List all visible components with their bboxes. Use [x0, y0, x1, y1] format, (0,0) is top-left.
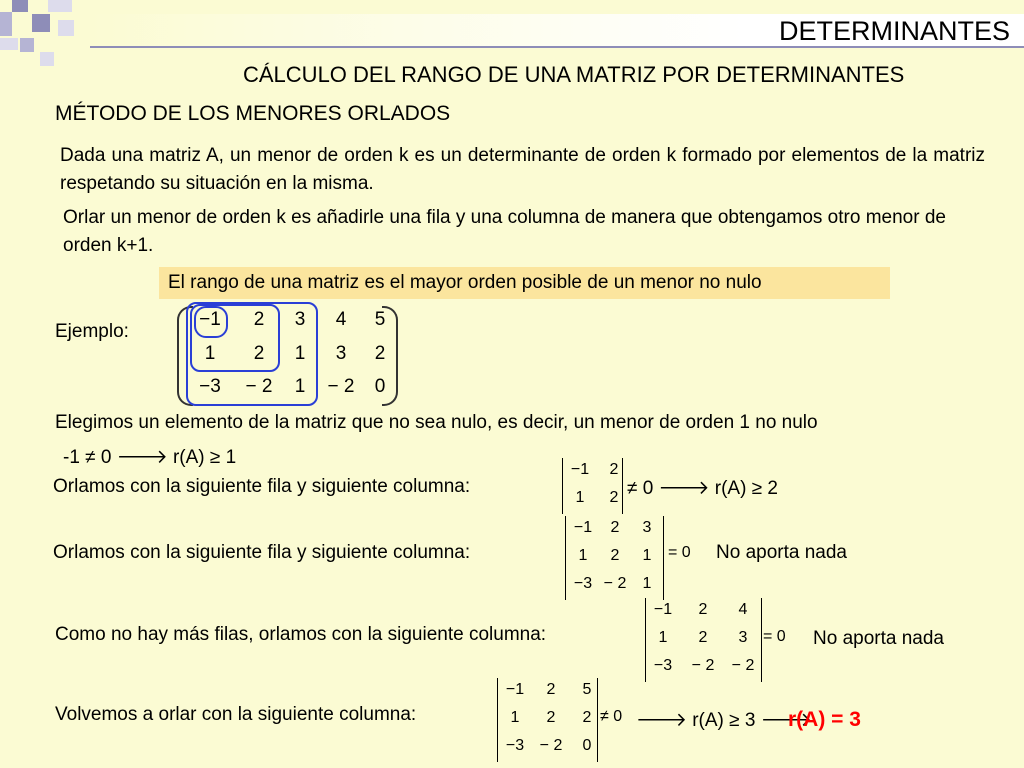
det-cell: −1 — [570, 461, 590, 478]
det-cell: 1 — [642, 575, 652, 592]
example-label: Ejemplo: — [55, 321, 129, 342]
rank-definition-text: El rango de una matriz es el mayor orden posible de un menor no nulo — [168, 272, 762, 293]
det2-result: ≠ 0 🡒 r(A) ≥ 2 — [627, 478, 778, 499]
det-cell: 0 — [582, 737, 592, 754]
det-cell: −1 — [653, 601, 673, 618]
det-cell: 2 — [609, 461, 619, 478]
matrix-cell: 3 — [294, 309, 306, 330]
deco-square — [0, 38, 18, 50]
det-left-bar — [562, 458, 563, 514]
det-right-bar — [663, 516, 664, 600]
matrix-cell: −3 — [199, 376, 221, 397]
det3a-result: = 0 — [668, 544, 691, 561]
det-cell: 2 — [698, 601, 708, 618]
det-cell: 1 — [510, 709, 520, 726]
matrix-cell: 1 — [204, 343, 216, 364]
matrix-cell: 5 — [374, 309, 386, 330]
deco-square — [32, 14, 50, 32]
det-cell: 2 — [698, 629, 708, 646]
det-left-bar — [645, 598, 646, 682]
det3b-result: = 0 — [763, 628, 786, 645]
det-cell: −3 — [505, 737, 525, 754]
det-cell: − 2 — [603, 575, 627, 592]
det-cell: − 2 — [691, 657, 715, 674]
det-cell: 3 — [738, 629, 748, 646]
no-more-rows-text: Como no hay más filas, orlamos con la siguiente columna: — [55, 624, 547, 645]
det-left-bar — [497, 678, 498, 762]
no-aporta-2: No aporta nada — [813, 628, 944, 649]
order3-minor-bracket — [186, 302, 318, 406]
deco-square — [20, 38, 34, 52]
det-cell: 4 — [738, 601, 748, 618]
det-cell: 1 — [642, 547, 652, 564]
deco-square — [12, 0, 28, 12]
det-cell: −1 — [505, 681, 525, 698]
matrix-cell: − 2 — [327, 376, 355, 397]
step1-text: -1 ≠ 0 🡒 r(A) ≥ 1 — [63, 447, 237, 468]
matrix-cell: 4 — [335, 309, 347, 330]
det-cell: −3 — [653, 657, 673, 674]
det-cell: − 2 — [731, 657, 755, 674]
det-cell: − 2 — [539, 737, 563, 754]
no-aporta-1: No aporta nada — [716, 542, 847, 563]
matrix-cell: 0 — [374, 376, 386, 397]
matrix-cell: 2 — [253, 309, 265, 330]
rank-definition-box — [159, 267, 890, 299]
det-cell: 3 — [642, 519, 652, 536]
det-cell: 5 — [582, 681, 592, 698]
det3c-result: ≠ 0 — [600, 708, 623, 725]
orlamos2-text: Orlamos con la siguiente fila y siguiente columna: — [53, 542, 471, 563]
slide-subtitle: CÁLCULO DEL RANGO DE UNA MATRIZ POR DETERMINANTES — [243, 62, 905, 87]
det-cell: 2 — [546, 681, 556, 698]
matrix-cell: −1 — [199, 309, 221, 330]
deco-square — [58, 20, 74, 36]
final-rank: r(A) = 3 — [788, 708, 861, 731]
matrix-cell: − 2 — [245, 376, 273, 397]
method-heading: MÉTODO DE LOS MENORES ORLADOS — [55, 102, 451, 125]
det-cell: −3 — [573, 575, 593, 592]
orlar-paragraph: Orlar un menor de orden k es añadirle una fila y una columna de manera que obtengamos otro menor de orden k+1. — [63, 207, 946, 256]
again-text: Volvemos a orlar con la siguiente columna: — [55, 704, 417, 725]
final-arrow-text: 🡒 r(A) ≥ 3 🡒 — [636, 710, 812, 731]
matrix-cell: 2 — [374, 343, 386, 364]
deco-square — [40, 52, 54, 66]
deco-square — [48, 0, 72, 12]
det-cell: 2 — [582, 709, 592, 726]
det-cell: 2 — [546, 709, 556, 726]
matrix-cell: 1 — [294, 343, 306, 364]
det-cell: 1 — [578, 547, 588, 564]
matrix-cell: 2 — [253, 343, 265, 364]
det-cell: 1 — [658, 629, 668, 646]
det-cell: 2 — [609, 489, 619, 506]
det-cell: −1 — [573, 519, 593, 536]
matrix-cell: 3 — [335, 343, 347, 364]
matrix-cell: 1 — [294, 376, 306, 397]
choose-text: Elegimos un elemento de la matriz que no sea nulo, es decir, un menor de orden 1 no nulo — [55, 412, 818, 433]
definition-paragraph: Dada una matriz A, un menor de orden k es un determinante de orden k formado por elementos de la matriz respetando su situación en la misma. — [60, 145, 985, 194]
det-cell: 2 — [610, 547, 620, 564]
det-cell: 2 — [610, 519, 620, 536]
det-right-bar — [761, 598, 762, 682]
det-left-bar — [565, 516, 566, 600]
deco-square — [0, 12, 12, 36]
det-cell: 1 — [575, 489, 585, 506]
orlamos1-text: Orlamos con la siguiente fila y siguiente columna: — [53, 476, 471, 497]
slide-title: DETERMINANTES — [778, 16, 1010, 46]
